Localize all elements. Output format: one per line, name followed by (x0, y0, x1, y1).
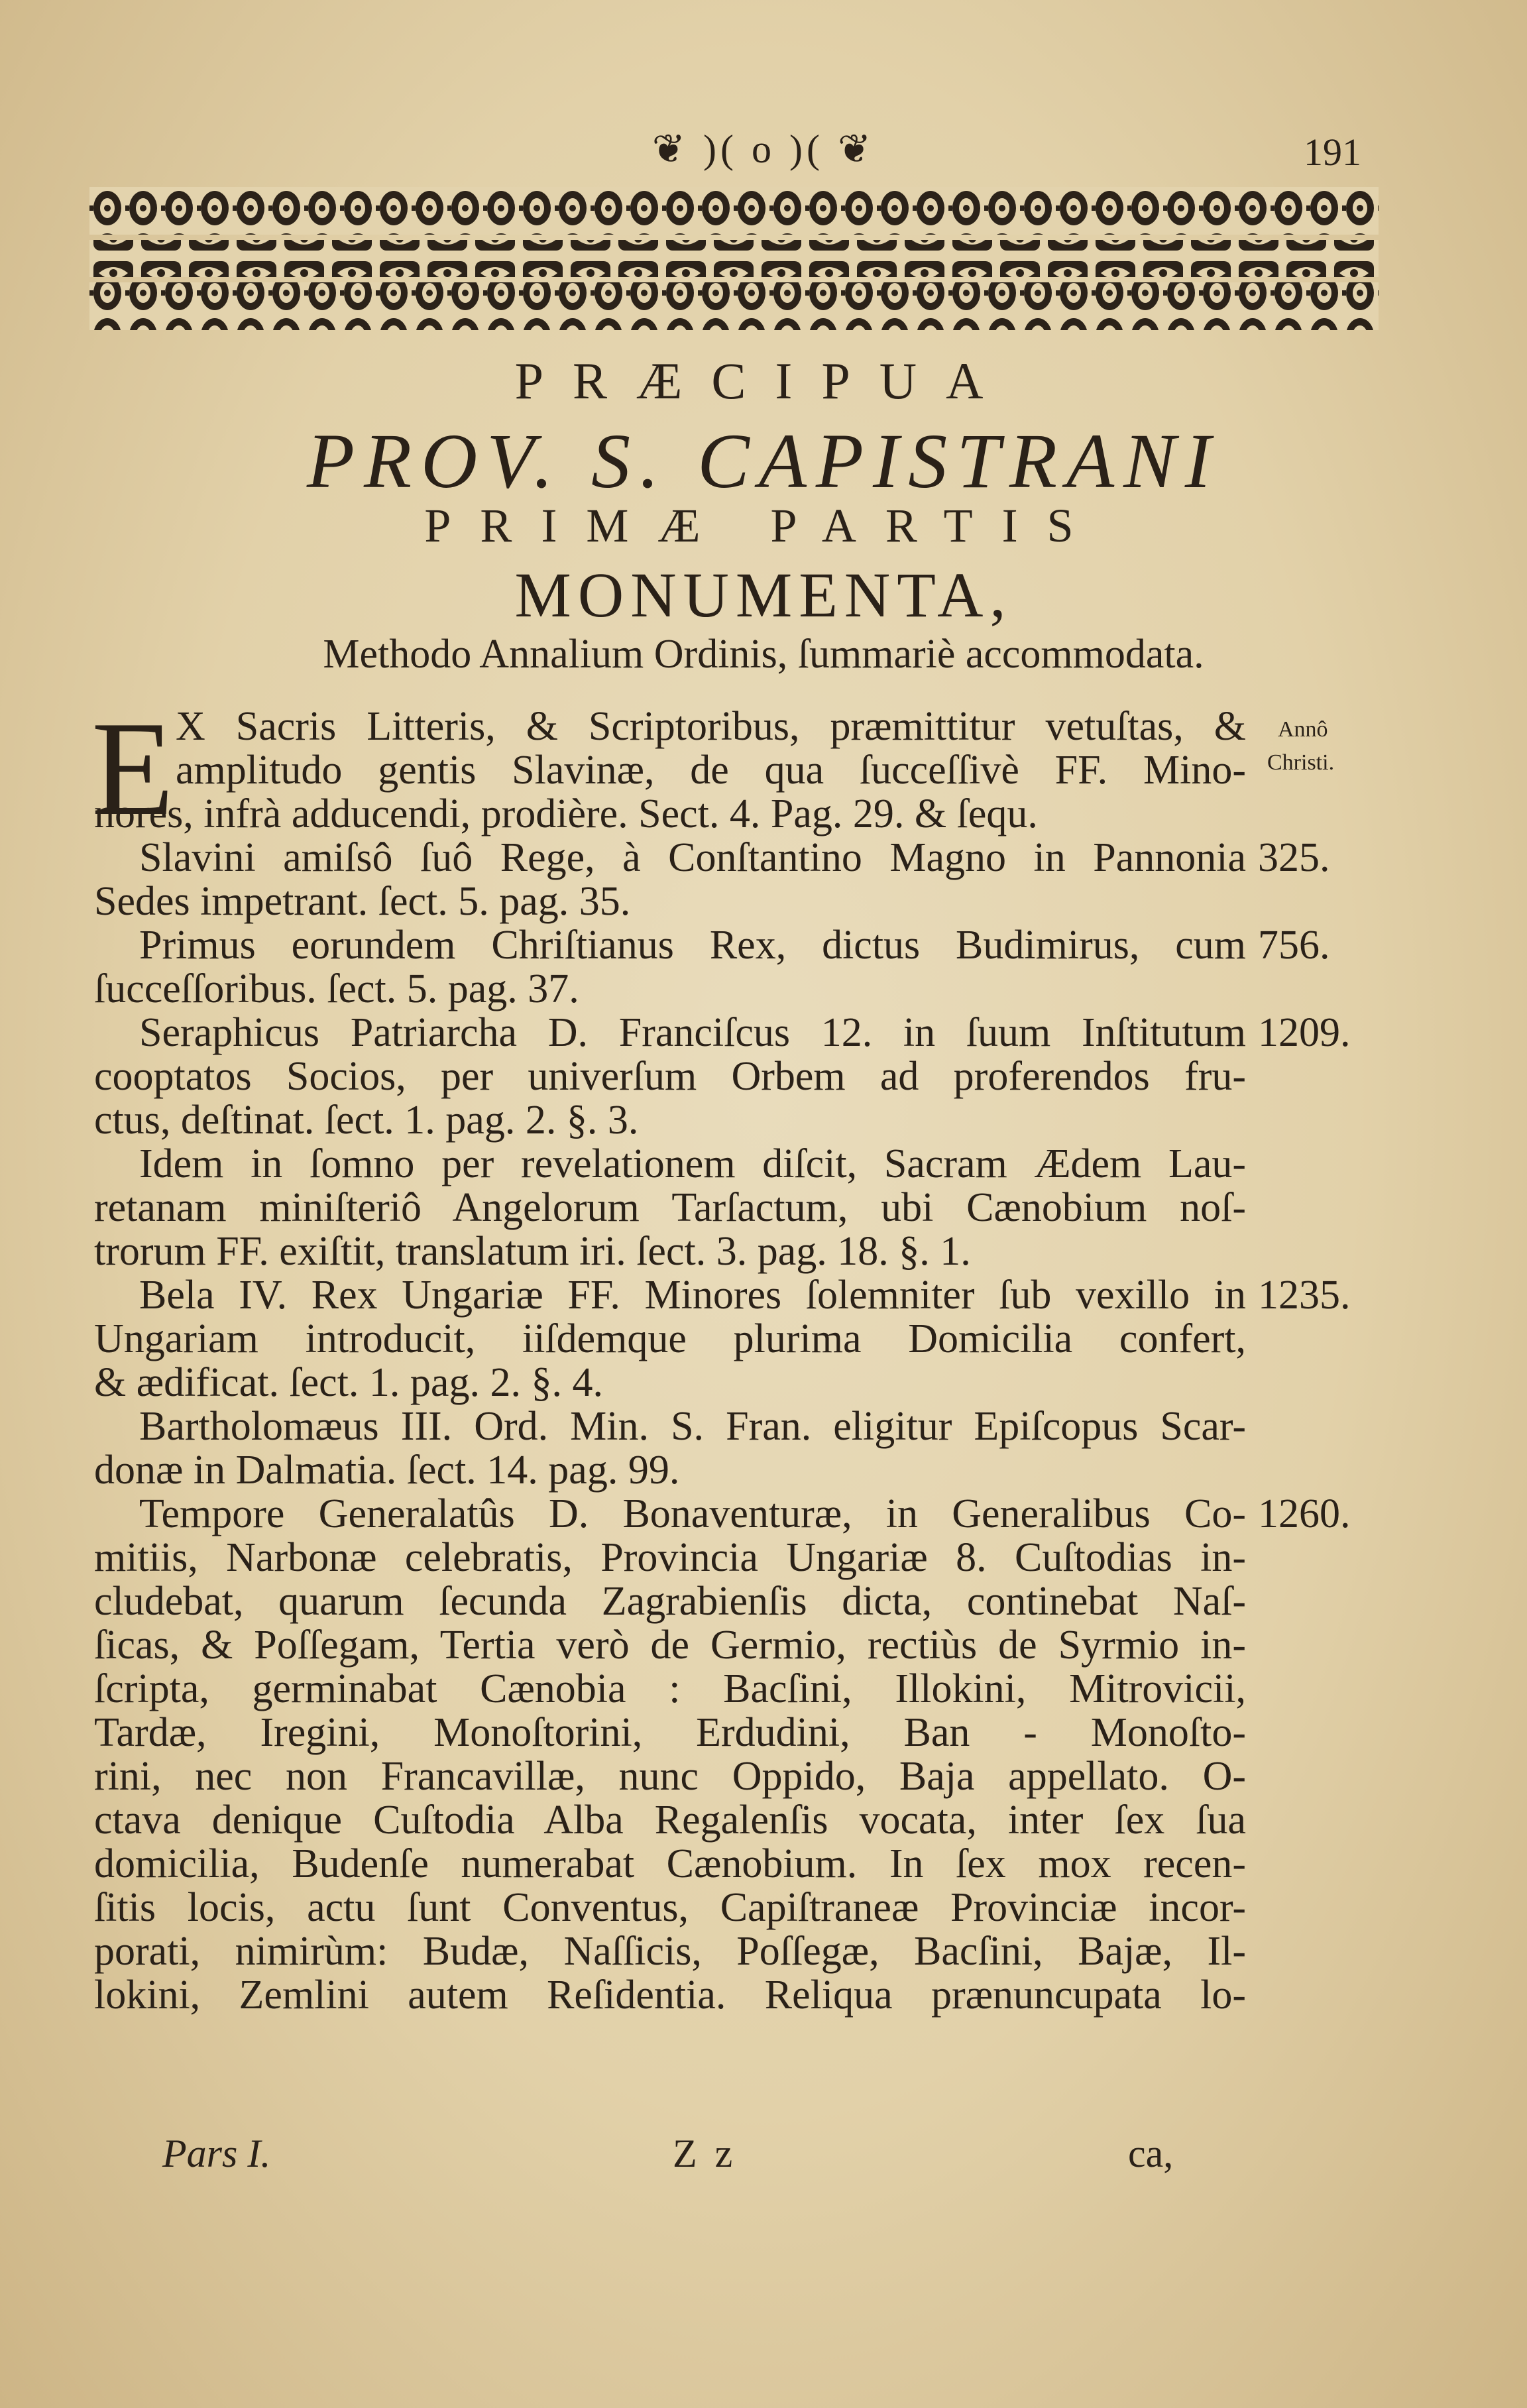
title-monumenta: MONUMENTA, (514, 559, 1013, 630)
text-line: Bela IV. Rex Ungariæ FF. Minores ſolemniter ſub vexillo in (139, 1273, 1246, 1318)
margin-christi: Christi. (1267, 750, 1335, 775)
text-line: cooptatos Socios, per univerſum Orbem ad proferendos fru- (94, 1054, 1246, 1099)
text-line: Ungariam introducit, iiſdemque plurima Domicilia confert, (94, 1316, 1246, 1361)
year-note: 1235. (1258, 1273, 1351, 1318)
ornamental-headpiece (89, 187, 1379, 333)
text-line: Tempore Generalatûs D. Bonaventuræ, in Generalibus Co- (139, 1491, 1246, 1536)
title-praecipua: PRÆCIPUA (514, 352, 1013, 410)
year-note: 1209. (1258, 1010, 1351, 1055)
year-note: 756. (1258, 923, 1330, 968)
text-line: X Sacris Litteris, & Scriptoribus, præmittitur vetuſtas, & (176, 704, 1246, 749)
title-province: PROV. S. CAPISTRANI (306, 418, 1221, 504)
text-line: lokini, Zemlini autem Reſidentia. Reliqua prænuncupata lo- (94, 1973, 1246, 2018)
text-line: nores, infrà adducendi, prodière. Sect. 4. Pag. 29. & ſequ. (94, 791, 1038, 836)
text-line: amplitudo gentis Slavinæ, de qua ſucceſſivè FF. Mino- (176, 748, 1246, 793)
text-line: Primus eorundem Chriſtianus Rex, dictus Budimirus, cum (139, 923, 1246, 968)
subtitle: Methodo Annalium Ordinis, ſummariè accommodata. (323, 632, 1204, 677)
running-head: ❦ )( o )( ❦ (651, 127, 876, 171)
text-line: trorum FF. exiſtit, translatum iri. ſect. 3. pag. 18. §. 1. (94, 1229, 971, 1274)
fleuron-band-image (89, 187, 1379, 333)
text-line: ſucceſſoribus. ſect. 5. pag. 37. (94, 966, 579, 1011)
text-line: ctus, deſtinat. ſect. 1. pag. 2. §. 3. (94, 1098, 639, 1143)
text-line: ctava denique Cuſtodia Alba Regalenſis vocata, inter ſex ſua (94, 1798, 1246, 1843)
year-note: 1260. (1258, 1491, 1351, 1536)
margin-anno: Annô (1278, 717, 1328, 742)
text-line: retanam miniſteriô Angelorum Tarſactum, ubi Cænobium noſ- (94, 1185, 1246, 1230)
text-line: ſcripta, germinabat Cænobia : Bacſini, Illokini, Mitrovicii, (94, 1666, 1246, 1711)
text-line: cludebat, quarum ſecunda Zagrabienſis dicta, continebat Naſ- (94, 1579, 1246, 1624)
part-label: Pars I. (162, 2132, 271, 2175)
text-line: rini, nec non Francavillæ, nunc Oppido, Baja appellato. O- (94, 1754, 1246, 1799)
text-line: Sedes impetrant. ſect. 5. pag. 35. (94, 879, 631, 924)
signature-mark: Z z (673, 2132, 737, 2175)
text-line: ſicas, & Poſſegam, Tertia verò de Germio, rectiùs de Syrmio in- (94, 1623, 1246, 1668)
text-line: Idem in ſomno per revelationem diſcit, Sacram Ædem Lau- (139, 1141, 1246, 1186)
text-line: Slavini amiſsô ſuô Rege, à Conſtantino Magno in Pannonia (139, 835, 1246, 880)
text-line: domicilia, Budenſe numerabat Cænobium. In ſex mox recen- (94, 1841, 1246, 1886)
text-line: & ædificat. ſect. 1. pag. 2. §. 4. (94, 1360, 603, 1405)
catchword: ca, (1128, 2132, 1174, 2175)
text-line: Bartholomæus III. Ord. Min. S. Fran. eligitur Epiſcopus Scar- (139, 1404, 1246, 1449)
text-line: ſitis locis, actu ſunt Conventus, Capiſtraneæ Provinciæ incor- (94, 1885, 1246, 1930)
text-line: Seraphicus Patriarcha D. Franciſcus 12. in ſuum Inſtitutum (139, 1010, 1246, 1055)
text-line: Tardæ, Iregini, Monoſtorini, Erdudini, Ban - Monoſto- (94, 1710, 1246, 1755)
text-line: donæ in Dalmatia. ſect. 14. pag. 99. (94, 1448, 680, 1493)
text-line: mitiis, Narbonæ celebratis, Provincia Ungariæ 8. Cuſtodias in- (94, 1535, 1246, 1580)
drop-initial: E (91, 694, 174, 844)
page-number: 191 (1304, 131, 1361, 174)
title-primae-partis: PRIMÆ PARTIS (424, 499, 1103, 552)
year-note: 325. (1258, 835, 1330, 880)
text-line: porati, nimirùm: Budæ, Naſſicis, Poſſegæ, Bacſini, Bajæ, Il- (94, 1929, 1246, 1974)
